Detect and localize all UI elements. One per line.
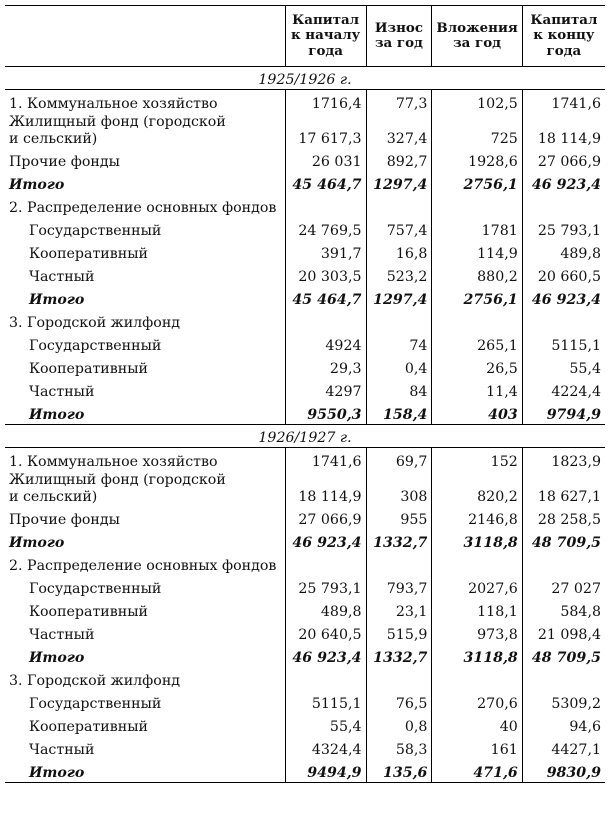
cell-capital-end: 4427,1 <box>522 736 605 759</box>
table-row <box>5 355 605 378</box>
cell-capital-end: 5309,2 <box>522 690 605 713</box>
row-label-line: Итого <box>9 177 65 193</box>
cell-capital-end: 9830,9 <box>522 759 605 783</box>
cell-capital-start: 45 464,7 <box>285 171 366 194</box>
row-label <box>5 148 285 171</box>
cell-depreciation: 1332,7 <box>366 529 432 552</box>
row-label <box>5 332 285 355</box>
cell-depreciation: 0,4 <box>366 355 432 378</box>
cell-depreciation: 308 <box>366 471 432 506</box>
row-label-line: Жилищный фонд (городской <box>9 114 226 130</box>
row-label-line: Прочие фонды <box>9 512 120 528</box>
row-label <box>5 263 285 286</box>
cell-investment: 265,1 <box>432 332 522 355</box>
row-label-line: Жилищный фонд (городской <box>9 472 226 488</box>
header-depreciation: Износ за год <box>366 6 432 67</box>
row-label <box>5 171 285 194</box>
row-label <box>5 552 285 575</box>
cell-capital-start: 20 640,5 <box>285 621 366 644</box>
cell-depreciation <box>366 309 432 332</box>
header-label-col <box>5 6 285 67</box>
row-label <box>5 598 285 621</box>
row-label-line: Государственный <box>29 338 162 354</box>
row-label-line: Частный <box>29 384 95 400</box>
cell-capital-start: 55,4 <box>285 713 366 736</box>
row-label-line: Кооперативный <box>29 361 148 377</box>
cell-depreciation: 955 <box>366 506 432 529</box>
total-row <box>5 644 605 667</box>
cell-capital-end: 48 709,5 <box>522 529 605 552</box>
total-row <box>5 171 605 194</box>
table-row <box>5 378 605 401</box>
cell-investment: 403 <box>432 401 522 425</box>
cell-capital-end: 1823,9 <box>522 448 605 472</box>
cell-depreciation: 0,8 <box>366 713 432 736</box>
table-row <box>5 552 605 575</box>
cell-capital-end: 9794,9 <box>522 401 605 425</box>
cell-capital-start: 17 617,3 <box>285 113 366 148</box>
cell-capital-end: 1741,6 <box>522 90 605 114</box>
row-label <box>5 309 285 332</box>
cell-investment: 26,5 <box>432 355 522 378</box>
table-row <box>5 736 605 759</box>
cell-investment: 973,8 <box>432 621 522 644</box>
row-label <box>5 448 285 472</box>
cell-investment: 2756,1 <box>432 286 522 309</box>
cell-capital-end <box>522 667 605 690</box>
table-row <box>5 713 605 736</box>
row-label-line: Частный <box>29 742 95 758</box>
row-label-line: Государственный <box>29 223 162 239</box>
row-label-line: и сельский) <box>9 131 98 147</box>
row-label-line: Государственный <box>29 696 162 712</box>
cell-capital-end: 27 066,9 <box>522 148 605 171</box>
cell-depreciation: 84 <box>366 378 432 401</box>
cell-capital-start <box>285 309 366 332</box>
cell-capital-end: 46 923,4 <box>522 286 605 309</box>
table-row <box>5 263 605 286</box>
cell-capital-start: 9550,3 <box>285 401 366 425</box>
cell-capital-start: 391,7 <box>285 240 366 263</box>
table-row <box>5 90 605 114</box>
row-label <box>5 736 285 759</box>
table-row <box>5 690 605 713</box>
cell-depreciation: 158,4 <box>366 401 432 425</box>
cell-capital-end <box>522 194 605 217</box>
header-row <box>5 6 605 67</box>
row-label-line: Итого <box>29 765 85 781</box>
cell-investment: 880,2 <box>432 263 522 286</box>
cell-capital-start: 4324,4 <box>285 736 366 759</box>
table-row <box>5 575 605 598</box>
cell-capital-end: 584,8 <box>522 598 605 621</box>
cell-investment: 1781 <box>432 217 522 240</box>
row-label-line: Кооперативный <box>29 246 148 262</box>
cell-investment: 2146,8 <box>432 506 522 529</box>
row-label <box>5 621 285 644</box>
table-row <box>5 667 605 690</box>
row-label <box>5 575 285 598</box>
table-row <box>5 309 605 332</box>
cell-investment: 2027,6 <box>432 575 522 598</box>
cell-capital-start: 29,3 <box>285 355 366 378</box>
row-label <box>5 759 285 783</box>
cell-depreciation: 16,8 <box>366 240 432 263</box>
table-row <box>5 621 605 644</box>
row-label-line: Итого <box>9 535 65 551</box>
cell-investment: 2756,1 <box>432 171 522 194</box>
cell-capital-end: 48 709,5 <box>522 644 605 667</box>
cell-depreciation: 1332,7 <box>366 644 432 667</box>
cell-depreciation: 69,7 <box>366 448 432 472</box>
cell-capital-end: 4224,4 <box>522 378 605 401</box>
cell-capital-start: 27 066,9 <box>285 506 366 529</box>
cell-investment: 152 <box>432 448 522 472</box>
row-label-line: 2. Распределение основных фондов <box>9 200 277 216</box>
table-body <box>5 67 605 783</box>
cell-capital-end: 20 660,5 <box>522 263 605 286</box>
cell-investment: 725 <box>432 113 522 148</box>
header-investment: Вложения за год <box>432 6 522 67</box>
cell-depreciation: 515,9 <box>366 621 432 644</box>
row-label <box>5 506 285 529</box>
cell-investment: 820,2 <box>432 471 522 506</box>
row-label <box>5 240 285 263</box>
cell-investment: 3118,8 <box>432 529 522 552</box>
cell-depreciation <box>366 667 432 690</box>
total-row <box>5 401 605 425</box>
row-label-line: 1. Коммунальное хозяйство <box>9 454 218 470</box>
row-label-line: Прочие фонды <box>9 154 120 170</box>
row-label-line: 3. Городской жилфонд <box>9 315 181 331</box>
cell-capital-start: 5115,1 <box>285 690 366 713</box>
cell-capital-end: 489,8 <box>522 240 605 263</box>
cell-depreciation <box>366 552 432 575</box>
row-label <box>5 667 285 690</box>
cell-capital-start: 45 464,7 <box>285 286 366 309</box>
cell-investment <box>432 309 522 332</box>
cell-investment: 471,6 <box>432 759 522 783</box>
cell-capital-start <box>285 194 366 217</box>
cell-investment <box>432 194 522 217</box>
year-heading: 1925/1926 г. <box>5 67 605 90</box>
row-label-line: Итого <box>29 650 85 666</box>
total-row <box>5 286 605 309</box>
cell-capital-start: 1741,6 <box>285 448 366 472</box>
row-label-line: 3. Городской жилфонд <box>9 673 181 689</box>
row-label-line: и сельский) <box>9 489 98 505</box>
row-label-line: Кооперативный <box>29 604 148 620</box>
row-label-line: Кооперативный <box>29 719 148 735</box>
cell-depreciation <box>366 194 432 217</box>
year-heading: 1926/1927 г. <box>5 425 605 448</box>
cell-depreciation: 74 <box>366 332 432 355</box>
cell-depreciation: 793,7 <box>366 575 432 598</box>
cell-capital-start: 4924 <box>285 332 366 355</box>
cell-investment: 114,9 <box>432 240 522 263</box>
cell-capital-start <box>285 667 366 690</box>
cell-capital-start: 18 114,9 <box>285 471 366 506</box>
header-capital-end: Капитал к концу года <box>522 6 605 67</box>
cell-investment <box>432 552 522 575</box>
row-label <box>5 690 285 713</box>
cell-investment <box>432 667 522 690</box>
row-label <box>5 529 285 552</box>
cell-depreciation: 76,5 <box>366 690 432 713</box>
year-row <box>5 67 605 90</box>
row-label <box>5 644 285 667</box>
cell-investment: 161 <box>432 736 522 759</box>
cell-investment: 270,6 <box>432 690 522 713</box>
cell-investment: 102,5 <box>432 90 522 114</box>
cell-capital-end: 27 027 <box>522 575 605 598</box>
row-label-line: Частный <box>29 627 95 643</box>
cell-capital-end: 5115,1 <box>522 332 605 355</box>
total-row <box>5 759 605 783</box>
table-row <box>5 448 605 472</box>
cell-capital-end: 28 258,5 <box>522 506 605 529</box>
row-label <box>5 471 285 506</box>
cell-capital-end: 46 923,4 <box>522 171 605 194</box>
row-label-line: Государственный <box>29 581 162 597</box>
table-row <box>5 217 605 240</box>
table-row <box>5 240 605 263</box>
cell-depreciation: 1297,4 <box>366 171 432 194</box>
cell-investment: 3118,8 <box>432 644 522 667</box>
row-label-line: Итого <box>29 292 85 308</box>
table-row <box>5 148 605 171</box>
table-row <box>5 194 605 217</box>
row-label-line: 1. Коммунальное хозяйство <box>9 96 218 112</box>
cell-investment: 1928,6 <box>432 148 522 171</box>
cell-depreciation: 135,6 <box>366 759 432 783</box>
row-label <box>5 90 285 114</box>
cell-investment: 40 <box>432 713 522 736</box>
cell-capital-end <box>522 552 605 575</box>
table-row <box>5 506 605 529</box>
cell-investment: 11,4 <box>432 378 522 401</box>
cell-capital-end: 55,4 <box>522 355 605 378</box>
table-row <box>5 332 605 355</box>
cell-investment: 118,1 <box>432 598 522 621</box>
row-label-line: Итого <box>29 407 85 423</box>
cell-capital-start: 489,8 <box>285 598 366 621</box>
cell-capital-end: 94,6 <box>522 713 605 736</box>
cell-capital-start: 46 923,4 <box>285 529 366 552</box>
total-row <box>5 529 605 552</box>
cell-capital-end: 18 627,1 <box>522 471 605 506</box>
cell-capital-start: 20 303,5 <box>285 263 366 286</box>
row-label <box>5 401 285 425</box>
cell-capital-start: 4297 <box>285 378 366 401</box>
cell-depreciation: 77,3 <box>366 90 432 114</box>
table-row <box>5 113 605 148</box>
cell-depreciation: 1297,4 <box>366 286 432 309</box>
cell-capital-start: 24 769,5 <box>285 217 366 240</box>
cell-capital-end: 21 098,4 <box>522 621 605 644</box>
cell-capital-start: 46 923,4 <box>285 644 366 667</box>
row-label-line: Частный <box>29 269 95 285</box>
cell-depreciation: 523,2 <box>366 263 432 286</box>
cell-capital-end <box>522 309 605 332</box>
header-capital-start: Капитал к началу года <box>285 6 366 67</box>
capital-table <box>5 5 605 783</box>
row-label <box>5 286 285 309</box>
cell-capital-start: 9494,9 <box>285 759 366 783</box>
cell-capital-start <box>285 552 366 575</box>
table-row <box>5 598 605 621</box>
row-label <box>5 217 285 240</box>
cell-depreciation: 58,3 <box>366 736 432 759</box>
cell-depreciation: 757,4 <box>366 217 432 240</box>
row-label <box>5 113 285 148</box>
row-label <box>5 378 285 401</box>
cell-capital-start: 25 793,1 <box>285 575 366 598</box>
year-row <box>5 425 605 448</box>
row-label <box>5 194 285 217</box>
row-label-line: 2. Распределение основных фондов <box>9 558 277 574</box>
row-label <box>5 355 285 378</box>
cell-capital-start: 1716,4 <box>285 90 366 114</box>
cell-depreciation: 23,1 <box>366 598 432 621</box>
cell-depreciation: 892,7 <box>366 148 432 171</box>
cell-capital-end: 25 793,1 <box>522 217 605 240</box>
row-label <box>5 713 285 736</box>
table-row <box>5 471 605 506</box>
cell-depreciation: 327,4 <box>366 113 432 148</box>
cell-capital-end: 18 114,9 <box>522 113 605 148</box>
cell-capital-start: 26 031 <box>285 148 366 171</box>
